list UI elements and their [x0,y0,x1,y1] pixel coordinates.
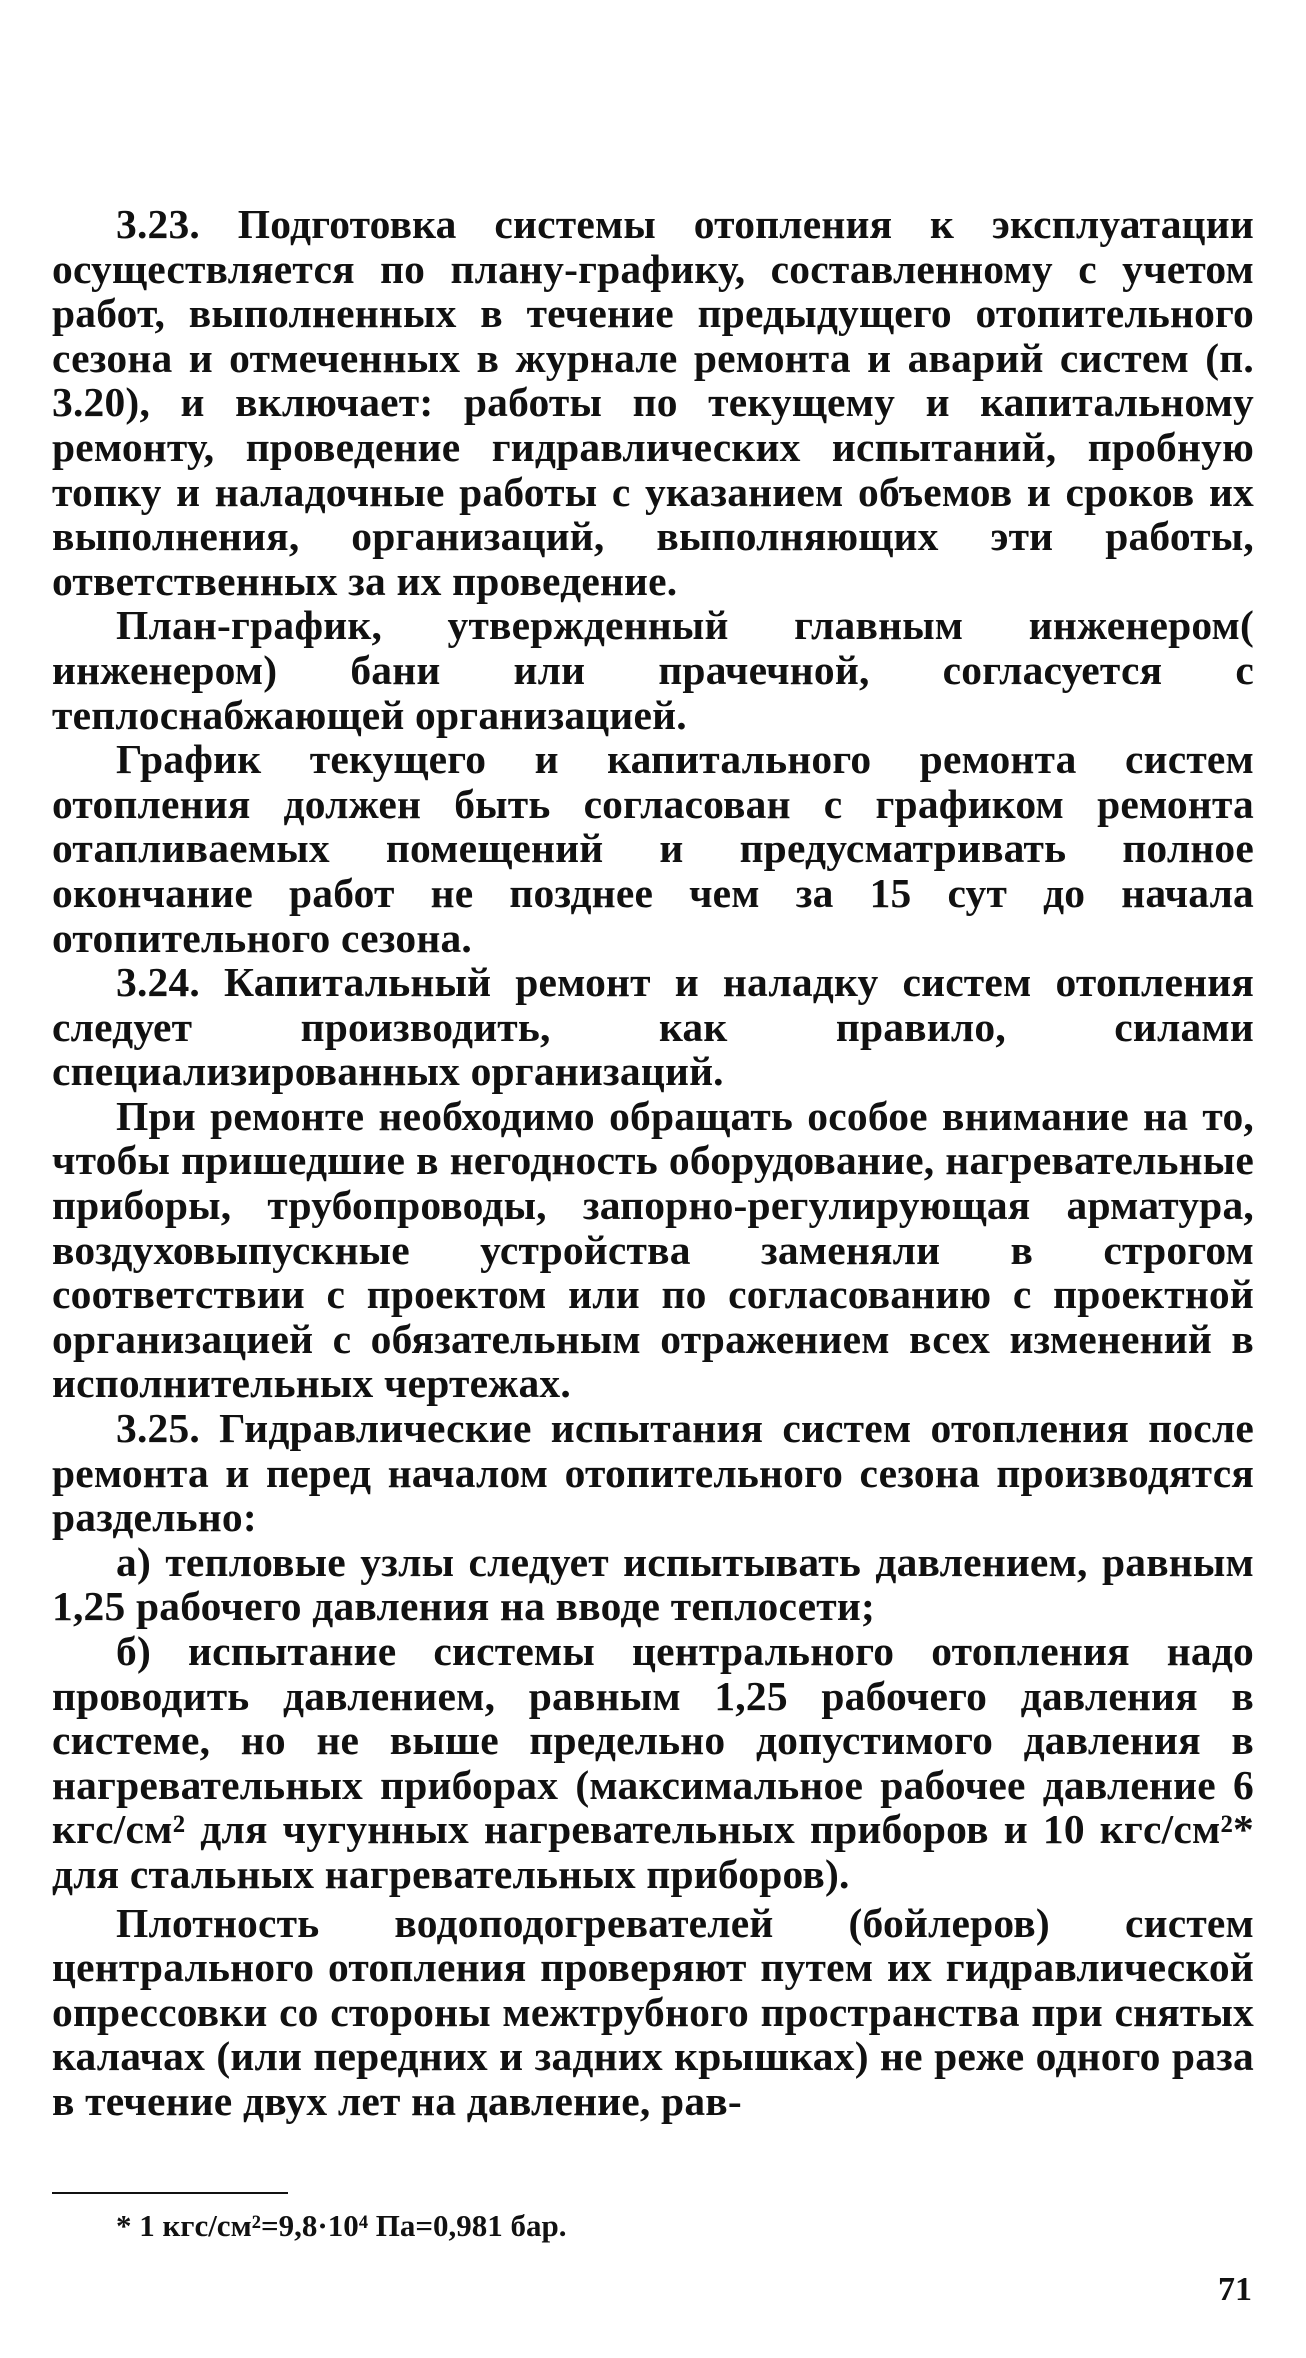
paragraph-plan-schedule: План-график, утвержденный главным инженером( инженером) бани или прачечной, согласуется с теплоснабжающей организацией. [52,602,1254,738]
paragraph-item-b: б) испытание системы центрального отопления надо проводить давлением, равным 1,25 рабочего давления в системе, но не выше предельно допустимого давления в нагревательных приборах (максимальное рабочее давление 6 кгс/см² для чугунных нагревательных приборов и 10 кгс/см²* для стальных нагревательных приборов). [52,1628,1254,1897]
footnote-divider [52,2192,288,2194]
paragraph-repair-attention: При ремонте необходимо обращать особое внимание на то, чтобы пришедшие в негодность оборудование, нагревательные приборы, трубопроводы, запорно-регулирующая арматура, воздуховыпускные устройства заменяли в строгом соответствии с проектом или по согласованию с проектной организацией с обязательным отражением всех изменений в исполнительных чертежах. [52,1092,1254,1407]
paragraph-3-23: 3.23. Подготовка системы отопления к эксплуатации осуществляется по плану-графику, составленному с учетом работ, выполненных в течение предыдущего отопительного сезона и отмеченных в журнале ремонта и аварий систем (п. 3.20), и включает: работы по текущему и капитальному ремонту, проведение гидравлических испытаний, пробную топку и наладочные работы с указанием объемов и сроков их выполнения, организаций, выполняющих эти работы, ответственных за их проведение. [52,201,1254,604]
paragraph-boilers: Плотность водоподогревателей (бойлеров) систем центрального отопления проверяют путем их гидравлической опрессовки со стороны межтрубного пространства при снятых калачах (или передних и задних крышках) не реже одного раза в течение двух лет на давление, рав- [52,1899,1254,2124]
page-number: 71 [1218,2271,1252,2308]
paragraph-3-24: 3.24. Капитальный ремонт и наладку систем отопления следует производить, как правило, силами специализированных организаций. [52,959,1254,1095]
paragraph-repair-schedule: График текущего и капитального ремонта систем отопления должен быть согласован с графиком ремонта отапливаемых помещений и предусматривать полное окончание работ не позднее чем за 15 сут до начала отопительного сезона. [52,736,1254,961]
body-text [52,202,1254,2124]
paragraph-item-a: а) тепловые узлы следует испытывать давлением, равным 1,25 рабочего давления на вводе теплосети; [52,1538,1254,1630]
paragraph-3-25: 3.25. Гидравлические испытания систем отопления после ремонта и перед началом отопительного сезона производятся раздельно: [52,1405,1254,1541]
footnote: * 1 кгс/см²=9,8·10⁴ Па=0,981 бар. [116,2208,567,2243]
